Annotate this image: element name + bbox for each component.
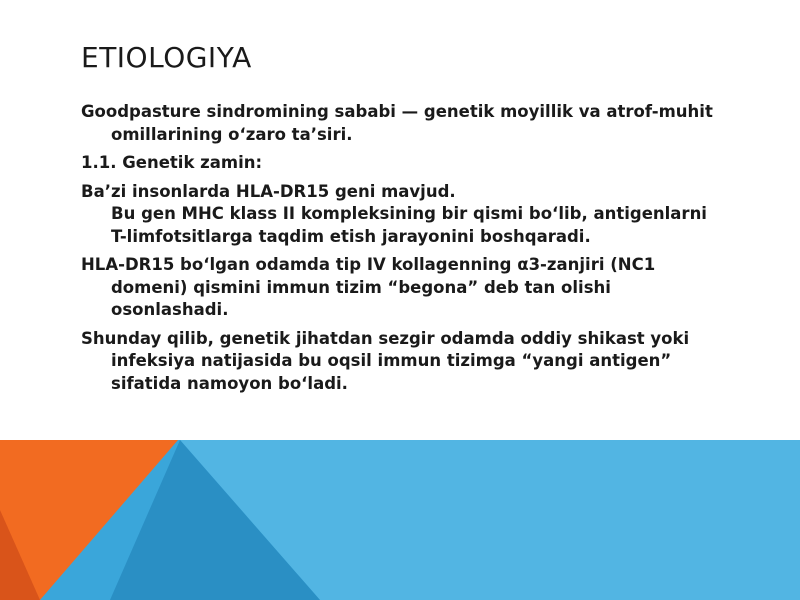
- paragraph-hla-gene: [81, 181, 721, 249]
- paragraph-hla-gene-continuation: Bu gen MHC klass II kompleksining bir qismi bo‘lib, antigenlarni T-limfotsitlarga taqdim etish jarayonini boshqaradi.: [111, 204, 707, 246]
- paragraph-collagen: [81, 254, 721, 322]
- slide-title: ETIOLOGIYA: [81, 41, 252, 74]
- paragraph-cause: [81, 101, 721, 146]
- slide-body: [81, 101, 721, 401]
- paragraph-genetic-heading: [81, 152, 721, 175]
- paragraph-collagen-text: HLA-DR15 bo‘lgan odamda tip IV kollagenning α3-zanjiri (NC1 domeni) qismini immun tizim “begona” deb tan olishi osonlashadi.: [81, 255, 656, 319]
- paragraph-cause-text: Goodpasture sindromining sababi — genetik moyillik va atrof-muhit omillarining o‘zaro ta’siri.: [81, 102, 713, 144]
- paragraph-genetic-heading-text: 1.1. Genetik zamin:: [81, 153, 263, 172]
- paragraph-hla-gene-text: Ba’zi insonlarda HLA-DR15 geni mavjud.: [81, 181, 456, 201]
- paragraph-conclusion: [81, 328, 721, 396]
- decorative-footer-shapes: [0, 440, 800, 600]
- paragraph-conclusion-text: Shunday qilib, genetik jihatdan sezgir odamda oddiy shikast yoki infeksiya natijasida bu oqsil immun tizimga “yangi antigen” sifatida namoyon bo‘ladi.: [81, 328, 690, 393]
